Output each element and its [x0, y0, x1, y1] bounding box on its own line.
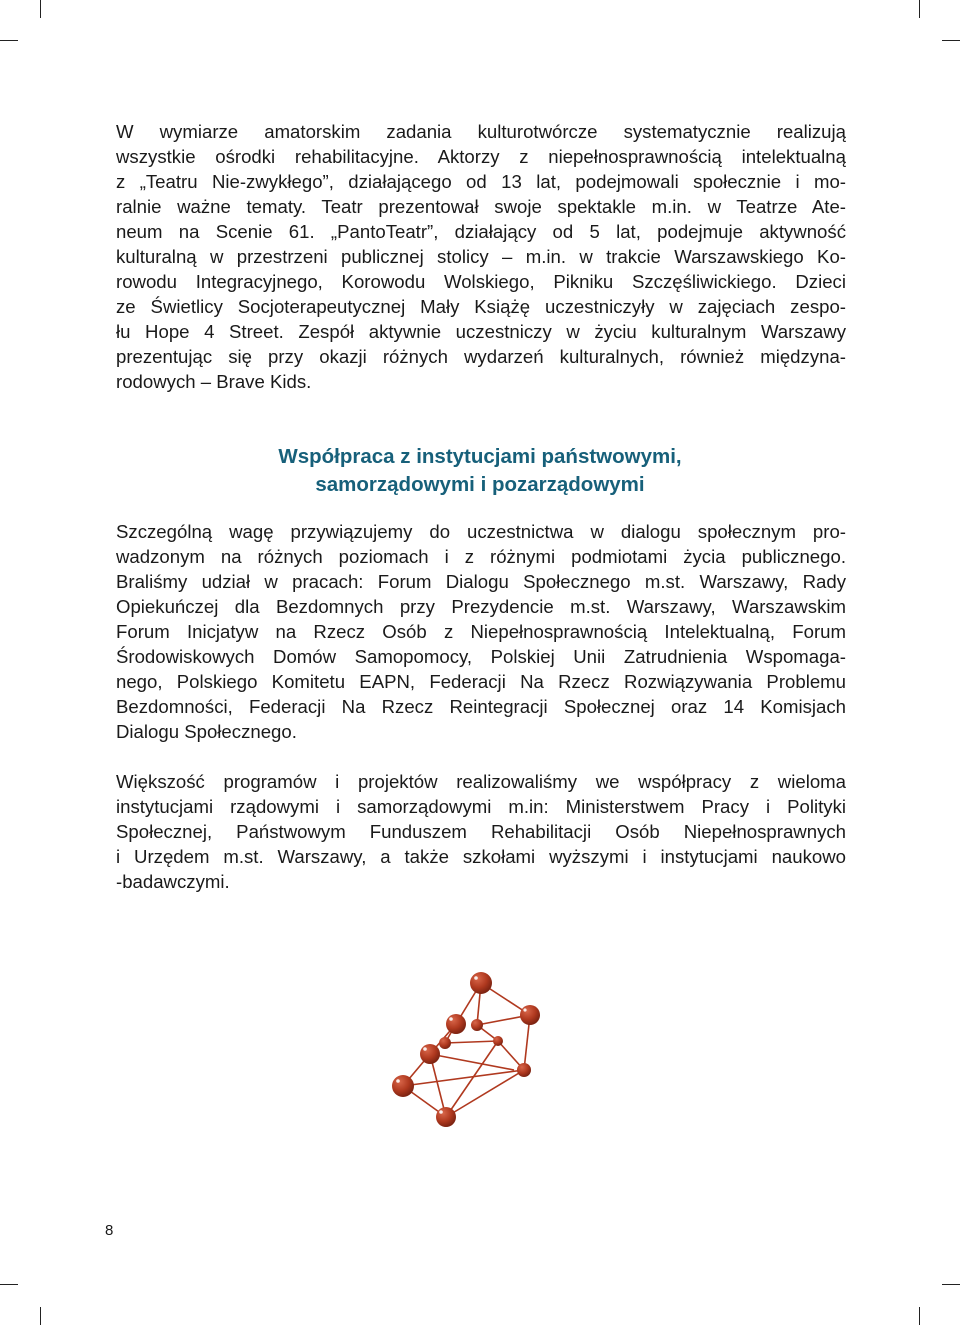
text-line: Większość programów i projektów realizowaliśmy we współpracy z wieloma — [116, 771, 846, 792]
text-line: Dialogu Społecznego. — [116, 721, 297, 742]
heading-line: Współpraca z instytucjami państwowymi, — [278, 445, 682, 468]
text-line: kulturalną w przestrzeni publicznej stolicy – m.in. w trakcie Warszawskiego Ko- — [116, 246, 846, 267]
crop-mark-top-right — [919, 0, 920, 18]
crop-mark-top-right-h — [942, 40, 960, 41]
text-line: Braliśmy udział w pracach: Forum Dialogu Społecznego m.st. Warszawy, Rady — [116, 571, 846, 592]
text-line: z „Teatru Nie-zwykłego”, działającego od 13 lat, podejmowali społecznie i mo- — [116, 171, 846, 192]
text-line: neum na Scenie 61. „PantoTeatr”, działający od 5 lat, podejmuje aktywność — [116, 221, 846, 242]
text-line: i Urzędem m.st. Warszawy, a także szkołami wyższymi i instytucjami naukowo — [116, 846, 846, 867]
crop-mark-bottom-right-h — [942, 1284, 960, 1285]
text-line: łu Hope 4 Street. Zespół aktywnie uczestniczy w życiu kulturalnym Warszawy — [116, 321, 846, 342]
text-line: -badawczymi. — [116, 871, 230, 892]
atom — [493, 1036, 503, 1046]
text-line: Bezdomności, Federacji Na Rzecz Reintegracji Społecznej oraz 14 Komisjach — [116, 696, 846, 717]
molecule-icon — [380, 960, 580, 1160]
text-line: ralnie ważne tematy. Teatr prezentował swoje spektakle m.in. w Teatrze Ate- — [116, 196, 846, 217]
text-line: wadzonym na różnych poziomach i z różnymi podmiotami życia publicznego. — [116, 546, 846, 567]
atom — [471, 1019, 483, 1031]
text-line: Społecznej, Państwowym Funduszem Rehabilitacji Osób Niepełnosprawnych — [116, 821, 846, 842]
text-line: Opiekuńczej dla Bezdomnych przy Prezydencie m.st. Warszawy, Warszawskim — [116, 596, 846, 617]
text-line: Środowiskowych Domów Samopomocy, Polskiej Unii Zatrudnienia Wspomaga- — [116, 646, 846, 667]
crop-mark-bottom-right — [919, 1307, 920, 1325]
text-line: Forum Inicjatyw na Rzecz Osób z Niepełnosprawnością Intelektualną, Forum — [116, 621, 846, 642]
atom — [420, 1044, 440, 1064]
text-line: instytucjami rządowymi i samorządowymi m.in: Ministerstwem Pracy i Polityki — [116, 796, 846, 817]
crop-mark-top-left-h — [0, 40, 18, 41]
atom — [392, 1075, 414, 1097]
text-line: Szczególną wagę przywiązujemy do uczestnictwa w dialogu społecznym pro- — [116, 521, 846, 542]
text-line: ze Świetlicy Socjoterapeutycznej Mały Książę uczestniczyły w zajęciach zespo- — [116, 296, 846, 317]
atom — [446, 1014, 466, 1034]
text-line: W wymiarze amatorskim zadania kulturotwórcze systematycznie realizują — [116, 121, 846, 142]
text-line: wszystkie ośrodki rehabilitacyjne. Aktorzy z niepełnosprawnością intelektualną — [116, 146, 846, 167]
crop-mark-bottom-left — [40, 1307, 41, 1325]
text-line: rodowych – Brave Kids. — [116, 371, 312, 392]
crop-mark-bottom-left-h — [0, 1284, 18, 1285]
atom — [470, 972, 492, 994]
crop-mark-top-left — [40, 0, 41, 18]
text-line: prezentując się przy okazji różnych wydarzeń kulturalnych, również międzyna- — [116, 346, 846, 367]
atom — [520, 1005, 540, 1025]
heading-line: samorządowymi i pozarządowymi — [315, 473, 645, 496]
atom — [439, 1037, 451, 1049]
atom — [436, 1107, 456, 1127]
text-line: nego, Polskiego Komitetu EAPN, Federacji Na Rzecz Rozwiązywania Problemu — [116, 671, 846, 692]
text-line: rowodu Integracyjnego, Korowodu Wolskiego, Pikniku Szczęśliwickiego. Dzieci — [116, 271, 846, 292]
page-number: 8 — [105, 1222, 114, 1239]
atom — [517, 1063, 531, 1077]
molecule-atoms — [392, 972, 540, 1127]
